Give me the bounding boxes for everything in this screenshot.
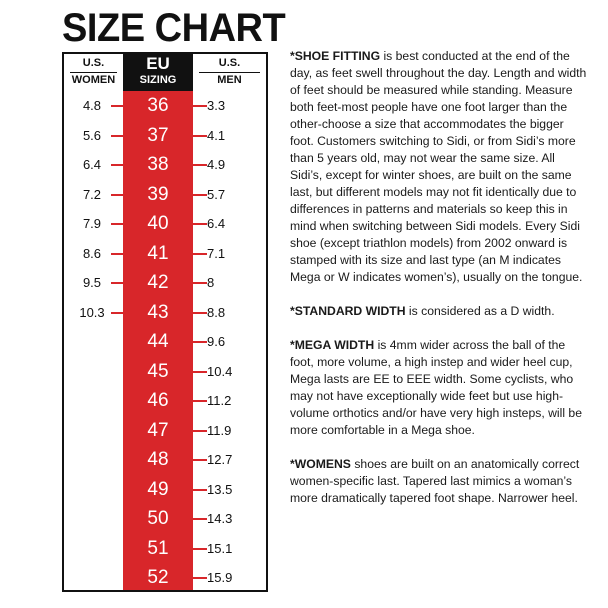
tick-right: [193, 548, 207, 550]
eu-size: 42: [147, 272, 169, 293]
us-women-size: 5.6: [82, 127, 102, 143]
us-men-size: 9.6: [207, 334, 226, 349]
us-men-size: 15.1: [207, 540, 233, 556]
tick-right: [193, 489, 207, 491]
note-womens: [290, 456, 590, 507]
eu-size: 41: [147, 242, 169, 264]
note-text: is 4mm wider across the ball of the foot, more volume, a high instep and wider heel cup, Mega lasts are EE to EEE width. Some cyclists, who may not have exceptionally wide feet but use high-volume orthotics and/or have very high insteps, will be more comfortable in a Mega shoe.: [290, 338, 582, 437]
size-row: [64, 180, 266, 209]
us-women-size: 7.2: [82, 186, 102, 202]
men-column-header: [193, 54, 266, 91]
tick-right: [193, 430, 207, 432]
us-men-size: 10.4: [207, 363, 233, 379]
size-row: [64, 475, 266, 504]
note-shoe-fitting: [290, 48, 590, 286]
size-row: [64, 445, 266, 474]
tick-right: [193, 105, 207, 107]
size-row: [64, 268, 266, 297]
eu-header-line2: SIZING: [139, 74, 177, 86]
us-men-size: 15.9: [207, 570, 233, 585]
tick-right: [193, 518, 207, 520]
eu-size: 50: [147, 508, 169, 529]
men-header-line1: U.S.: [199, 56, 260, 73]
tick-right: [193, 253, 207, 255]
tick-right: [193, 459, 207, 461]
us-men-size: 12.7: [207, 452, 233, 467]
note-heading: *STANDARD WIDTH: [290, 304, 406, 318]
us-women-size: 7.9: [82, 216, 102, 231]
note-heading: *SHOE FITTING: [290, 49, 381, 63]
eu-size: 45: [147, 360, 169, 382]
us-women-size: 10.3: [79, 304, 105, 320]
women-header-line2: WOMEN: [71, 74, 116, 86]
eu-header-line1: EU: [146, 54, 170, 73]
eu-size: 48: [147, 449, 169, 470]
tick-right: [193, 194, 207, 196]
note-text: shoes are built on an anatomically correct women-specific last. Tapered last mimics a woman’s more dramatically tapered foot shape. Narrower heel.: [290, 457, 580, 505]
fit-notes: [290, 48, 590, 524]
eu-size: 37: [147, 124, 169, 146]
eu-size: 40: [147, 213, 169, 234]
us-men-size: 8: [207, 275, 215, 290]
size-row: [64, 563, 266, 592]
eu-size: 46: [147, 390, 169, 411]
eu-size: 51: [147, 537, 169, 559]
tick-right: [193, 371, 207, 373]
size-chart-table: [62, 52, 268, 592]
us-men-size: 13.5: [207, 481, 233, 497]
us-men-size: 7.1: [207, 245, 226, 261]
eu-column-header: [123, 54, 193, 91]
us-women-size: 4.8: [82, 98, 102, 113]
tick-right: [193, 577, 207, 579]
tick-right: [193, 282, 207, 284]
page-title: SIZE CHART: [62, 6, 286, 50]
eu-size: 49: [147, 478, 169, 500]
tick-right: [193, 223, 207, 225]
tick-right: [193, 312, 207, 314]
size-row: [64, 327, 266, 356]
us-men-size: 6.4: [207, 216, 226, 231]
tick-right: [193, 164, 207, 166]
us-men-size: 8.8: [207, 304, 226, 320]
women-column-header: [64, 54, 123, 91]
note-heading: *WOMENS: [290, 457, 351, 471]
note-standard-width: [290, 303, 590, 320]
size-row: [64, 209, 266, 238]
size-row: [64, 504, 266, 533]
size-row: [64, 91, 266, 120]
eu-size: 39: [147, 183, 169, 205]
tick-right: [193, 341, 207, 343]
eu-size: 38: [147, 154, 169, 175]
us-women-size: 6.4: [82, 157, 102, 172]
eu-size: 36: [147, 95, 169, 116]
size-row: [64, 121, 266, 150]
size-row: [64, 416, 266, 445]
us-men-size: 11.2: [207, 393, 232, 408]
us-men-size: 11.9: [207, 422, 232, 438]
us-women-size: 9.5: [82, 275, 102, 290]
us-men-size: 5.7: [207, 186, 226, 202]
size-row: [64, 239, 266, 268]
tick-right: [193, 400, 207, 402]
us-men-size: 14.3: [207, 511, 233, 526]
size-row: [64, 150, 266, 179]
us-women-size: 8.6: [82, 245, 102, 261]
us-men-size: 4.9: [207, 157, 226, 172]
size-row: [64, 298, 266, 327]
eu-size: 47: [147, 419, 169, 441]
note-text: is considered as a D width.: [405, 304, 555, 318]
eu-size: 52: [147, 567, 169, 588]
tick-right: [193, 135, 207, 137]
note-heading: *MEGA WIDTH: [290, 338, 375, 352]
eu-size: 44: [147, 331, 169, 352]
eu-size: 43: [147, 301, 169, 323]
us-men-size: 3.3: [207, 98, 226, 113]
size-row: [64, 534, 266, 563]
size-row: [64, 357, 266, 386]
women-header-line1: U.S.: [70, 56, 117, 73]
note-text: is best conducted at the end of the day, as feet swell throughout the day. Length and width of feet should be measured while standing. Measure both feet-most people have one foot larger than the other-choose a size that accommodates the bigger foot. Customers switching to Sidi, or from Sidi’s more than 5 years old, may not wear the same size. All Sidi’s, except for winter shoes, are built on the same last, but different models may not fit identically due to differences in patterns and materials so keep this in mind when switching between Sidi models. Every Sidi shoe (except triathlon models) from 2002 onward is stamped with its size and last type (an M indicates Mega or W indicates women’s), usually on the tongue.: [290, 49, 587, 284]
us-men-size: 4.1: [207, 127, 226, 143]
size-row: [64, 386, 266, 415]
note-mega-width: [290, 337, 590, 439]
men-header-line2: MEN: [217, 74, 242, 86]
